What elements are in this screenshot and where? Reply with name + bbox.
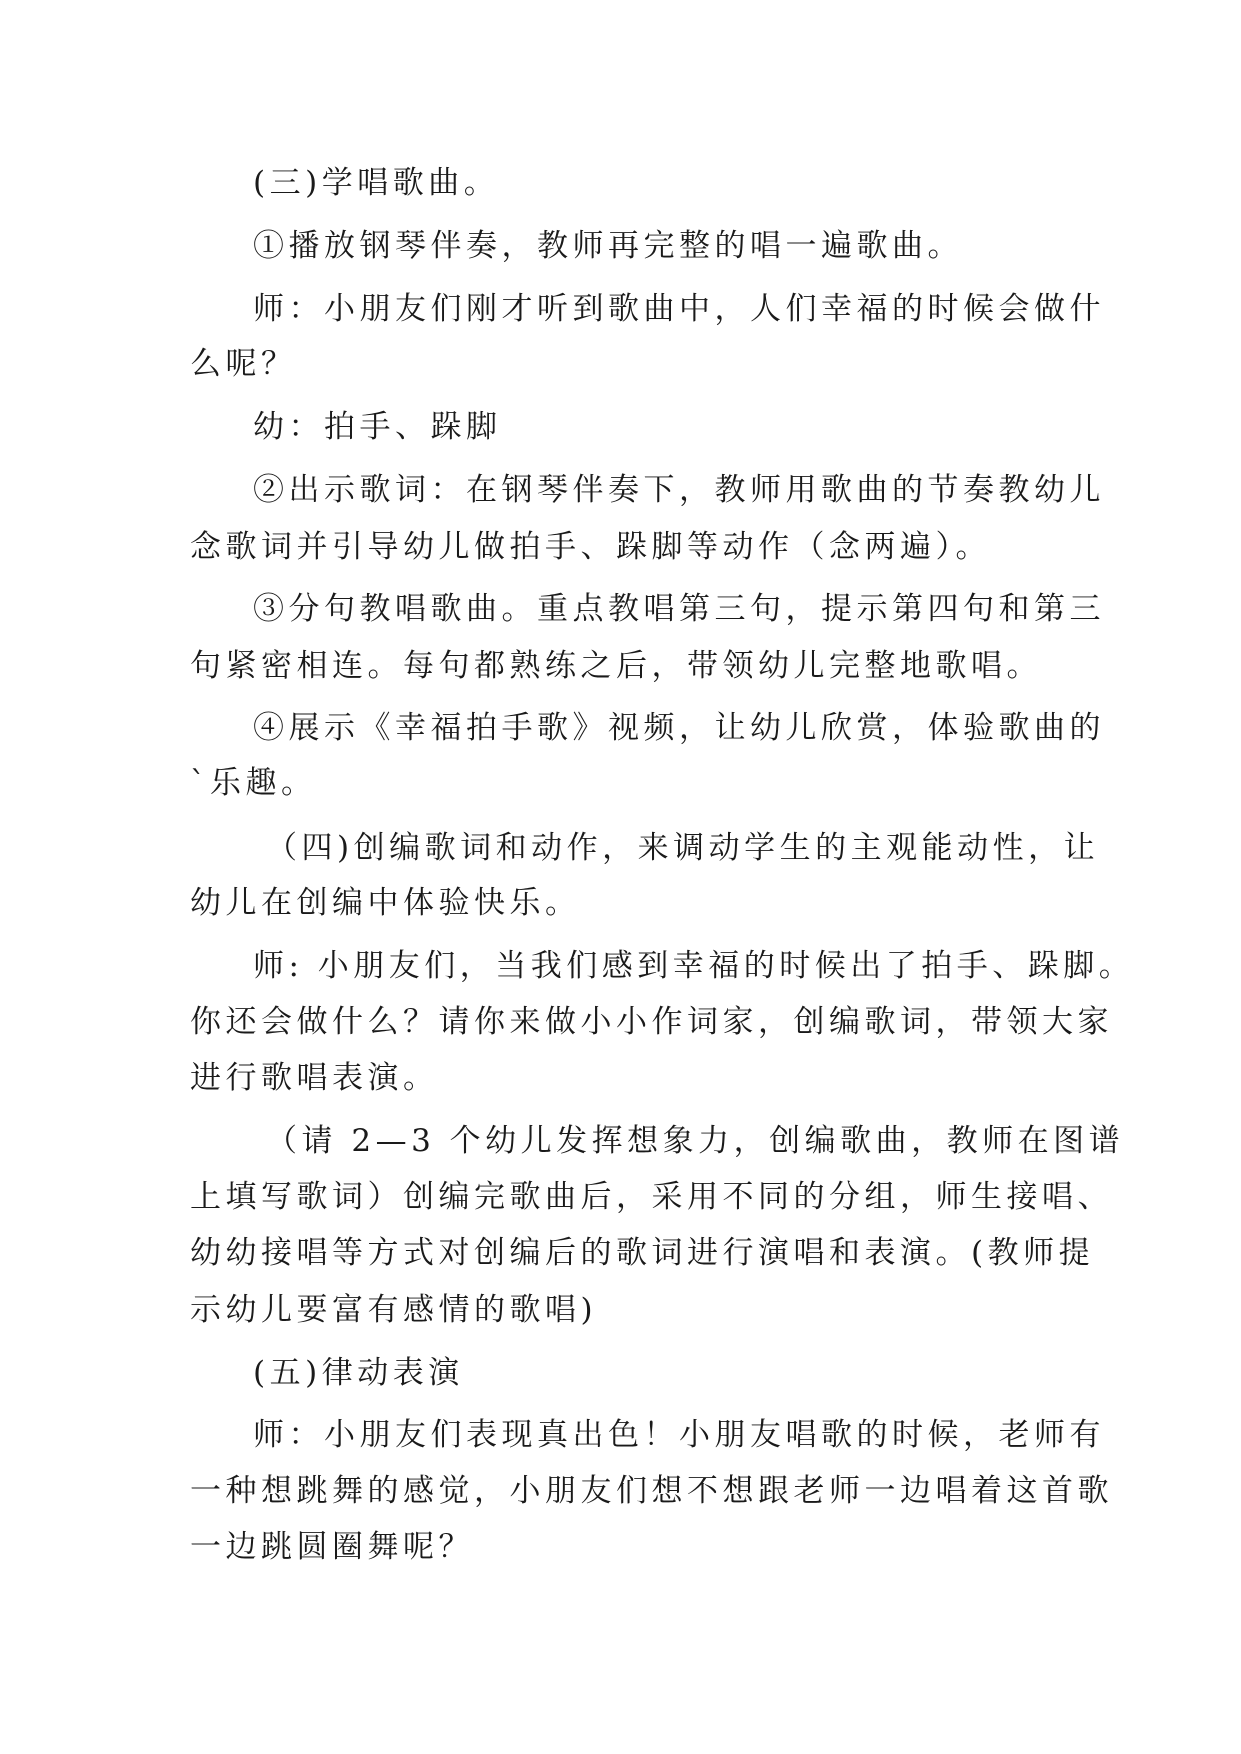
paragraph-line: 示幼儿要富有感情的歌唱) — [190, 1292, 598, 1328]
paragraph-line: ③分句教唱歌曲。重点教唱第三句，提示第四句和第三 — [253, 591, 1105, 627]
heading-create-lyrics: （四)创编歌词和动作，来调动学生的主观能动性，让 — [266, 830, 1100, 866]
paragraph-line: 师：小朋友们表现真出色！小朋友唱歌的时候，老师有 — [253, 1417, 1105, 1453]
paragraph-line: ④展示《幸福拍手歌》视频，让幼儿欣赏，体验歌曲的 — [253, 710, 1105, 746]
paragraph-line: （请 2—3 个幼儿发挥想象力，创编歌曲，教师在图谱 — [266, 1123, 1125, 1159]
heading-learn-song: (三)学唱歌曲。 — [253, 165, 500, 201]
paragraph-line: 一边跳圆圈舞呢？ — [190, 1529, 474, 1565]
paragraph-line: 一种想跳舞的感觉，小朋友们想不想跟老师一边唱着这首歌 — [190, 1473, 1113, 1509]
paragraph-line: ①播放钢琴伴奏，教师再完整的唱一遍歌曲。 — [253, 228, 963, 264]
paragraph-line: 幼幼接唱等方式对创编后的歌词进行演唱和表演。(教师提 — [190, 1235, 1095, 1271]
paragraph-line: 你还会做什么？请你来做小小作词家，创编歌词，带领大家 — [190, 1004, 1113, 1040]
paragraph-line: 上填写歌词）创编完歌曲后，采用不同的分组，师生接唱、 — [190, 1179, 1113, 1215]
paragraph-line: 念歌词并引导幼儿做拍手、跺脚等动作（念两遍）。 — [190, 529, 991, 565]
paragraph-line: 师：小朋友们刚才听到歌曲中，人们幸福的时候会做什 — [253, 291, 1105, 327]
paragraph-line: 句紧密相连。每句都熟练之后，带领幼儿完整地歌唱。 — [190, 648, 1042, 684]
paragraph-line: 幼儿在创编中体验快乐。 — [190, 885, 581, 921]
paragraph-line: `乐趣。 — [190, 765, 317, 801]
paragraph-line: 幼：拍手、跺脚 — [253, 409, 502, 445]
paragraph-line: 进行歌唱表演。 — [190, 1060, 439, 1096]
paragraph-line: 师: 小朋友们，当我们感到幸福的时候出了拍手、跺脚。 — [253, 948, 1135, 984]
paragraph-line: ②出示歌词：在钢琴伴奏下，教师用歌曲的节奏教幼儿 — [253, 472, 1105, 508]
paragraph-line: 么呢？ — [190, 346, 297, 382]
heading-rhythm-performance: (五)律动表演 — [253, 1355, 464, 1391]
